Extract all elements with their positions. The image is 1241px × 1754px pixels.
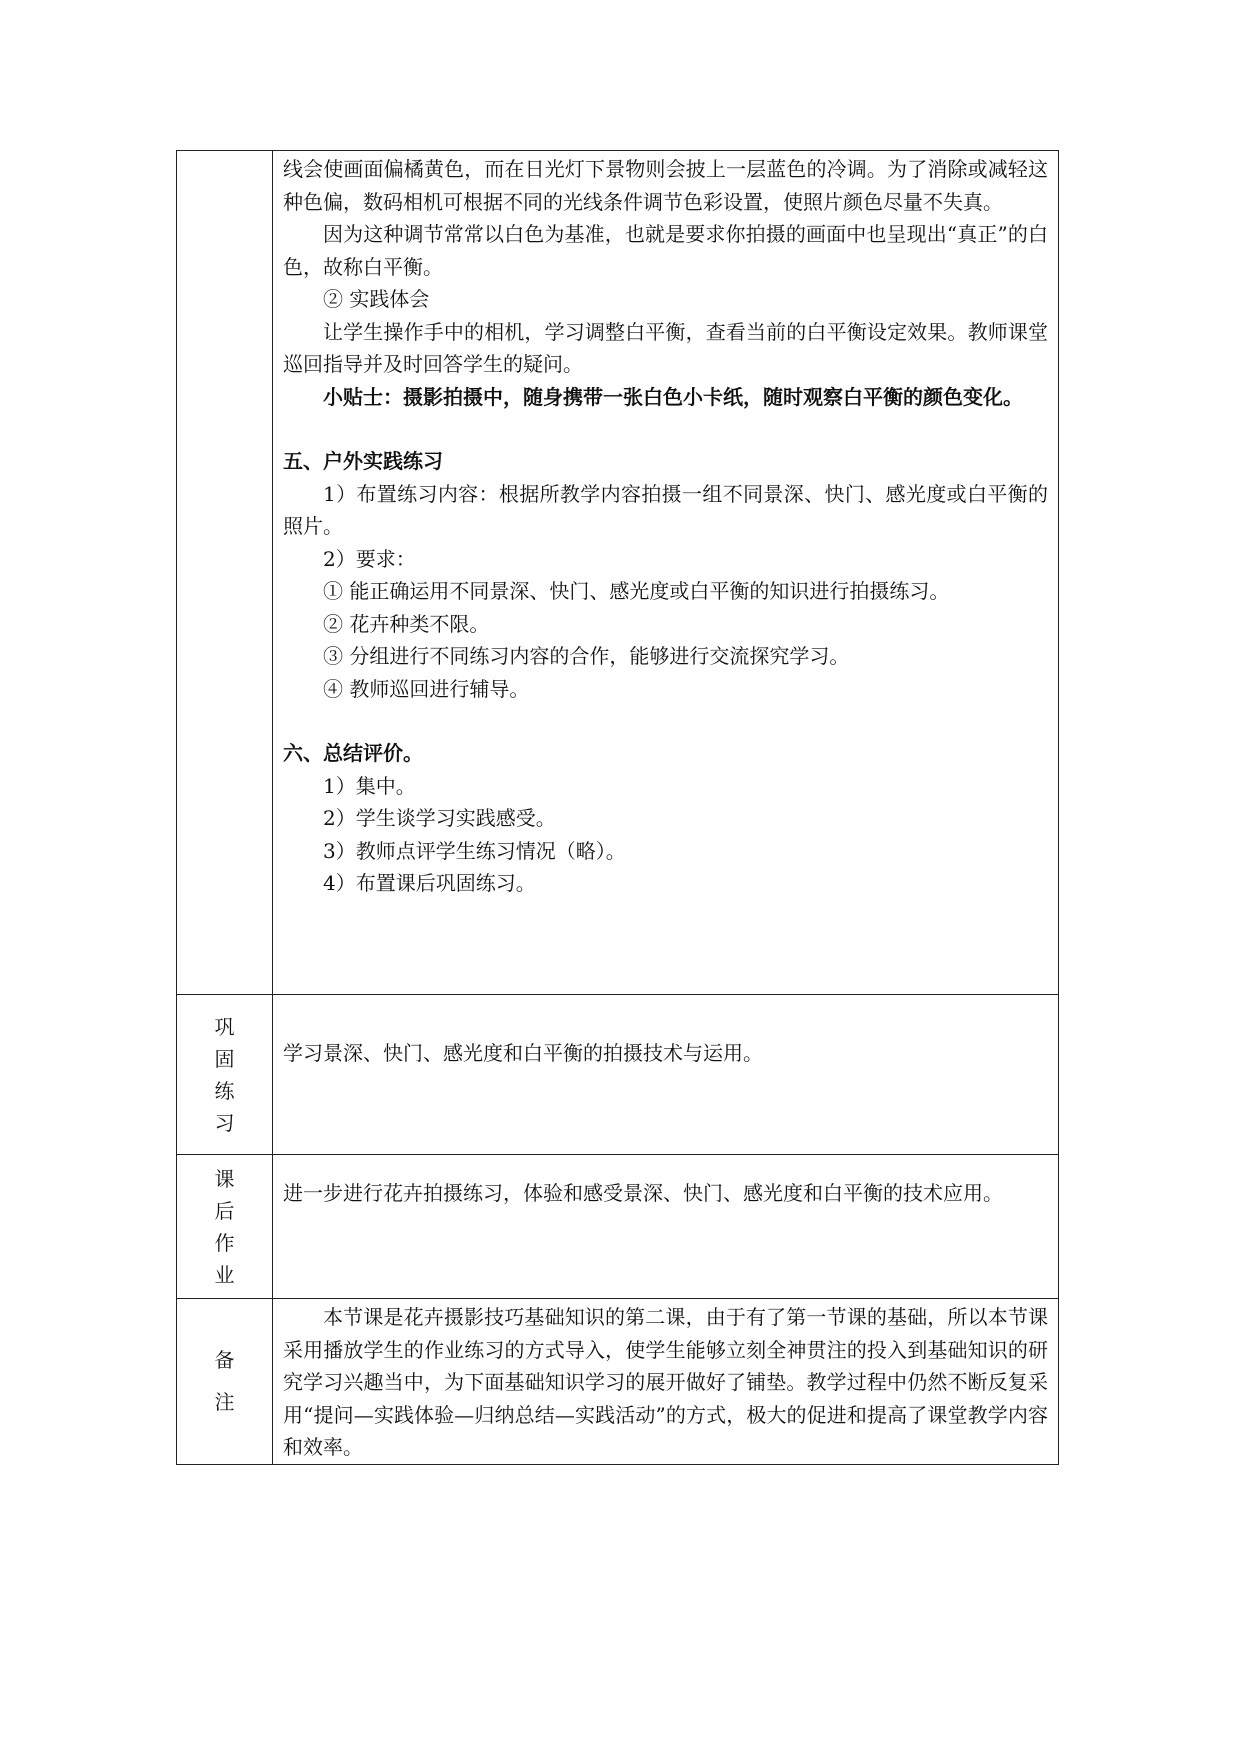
label-char: 后: [214, 1198, 235, 1223]
section6-item-2: 2）学生谈学习实践感受。: [323, 806, 556, 830]
section6-item-1: 1）集中。: [323, 773, 416, 798]
label-char: 课: [214, 1166, 235, 1191]
label-char: 固: [214, 1046, 235, 1071]
remarks-row: [177, 1299, 1059, 1465]
spacer: [283, 705, 1048, 737]
label-char: 备: [214, 1348, 235, 1373]
consolidation-label-cell: [177, 995, 273, 1155]
section5-item-1: 1）布置练习内容：根据所教学内容拍摄一组不同景深、快门、感光度或白平衡的照片。: [283, 481, 1048, 538]
label-char: 巩: [214, 1014, 235, 1039]
remarks-label-cell: [177, 1299, 273, 1465]
label-char: 业: [214, 1262, 235, 1287]
section5-requirement-4: ④ 教师巡回进行辅导。: [323, 676, 530, 701]
remarks-label: [215, 1339, 235, 1423]
section6-title: 六、总结评价。: [283, 741, 423, 765]
spacer: [283, 413, 1048, 445]
teaching-process-row: [177, 151, 1059, 995]
remarks-content-cell: [273, 1299, 1059, 1465]
consolidation-label: [215, 1011, 235, 1139]
teaching-process-content-cell: [273, 151, 1059, 995]
intro-paragraph-2: 因为这种调节常常以白色为基准，也就是要求你拍摄的画面中也呈现出“真正”的白色，故称白平衡。: [283, 222, 1048, 279]
lesson-plan-table: [176, 150, 1059, 1465]
label-char: 习: [214, 1110, 235, 1135]
section5-item-2: 2）要求：: [323, 546, 416, 571]
section5-requirement-1: ① 能正确运用不同景深、快门、感光度或白平衡的知识进行拍摄练习。: [323, 579, 950, 603]
consolidation-content: 学习景深、快门、感光度和白平衡的拍摄技术与运用。: [283, 1041, 763, 1065]
label-char: 注: [214, 1390, 235, 1415]
remarks-content: 本节课是花卉摄影技巧基础知识的第二课，由于有了第一节课的基础，所以本节课采用播放学生的作业练习的方式导入，使学生能够立刻全神贯注的投入到基础知识的研究学习兴趣当中，为下面基础知识学习的展开做好了铺垫。教学过程中仍然不断反复采用“提问—实践体验—归纳总结—实践活动”的方式，极大的促进和提高了课堂教学内容和效率。: [283, 1305, 1048, 1459]
label-char: 练: [214, 1078, 235, 1103]
section6-item-3: 3）教师点评学生练习情况（略）。: [323, 838, 626, 863]
section6-item-4: 4）布置课后巩固练习。: [323, 871, 536, 895]
practice-description: 让学生操作手中的相机，学习调整白平衡，查看当前的白平衡设定效果。教师课堂巡回指导并及时回答学生的疑问。: [283, 319, 1048, 376]
homework-content-cell: [273, 1155, 1059, 1299]
practice-item-heading: ② 实践体会: [323, 287, 430, 311]
label-char: 作: [214, 1230, 235, 1255]
section5-requirement-3: ③ 分组进行不同练习内容的合作，能够进行交流探究学习。: [323, 644, 850, 668]
teaching-process-label-cell: [177, 151, 273, 995]
section5-title: 五、户外实践练习: [283, 449, 443, 473]
homework-content: 进一步进行花卉拍摄练习，体验和感受景深、快门、感光度和白平衡的技术应用。: [283, 1181, 1003, 1205]
tip-paragraph: 小贴士：摄影拍摄中，随身携带一张白色小卡纸，随时观察白平衡的颜色变化。: [323, 384, 1023, 409]
homework-label: [215, 1163, 235, 1291]
homework-label-cell: [177, 1155, 273, 1299]
consolidation-row: [177, 995, 1059, 1155]
consolidation-content-cell: [273, 995, 1059, 1155]
homework-row: [177, 1155, 1059, 1299]
intro-paragraph-1: 线会使画面偏橘黄色，而在日光灯下景物则会披上一层蓝色的冷调。为了消除或减轻这种色偏，数码相机可根据不同的光线条件调节色彩设置，使照片颜色尽量不失真。: [283, 157, 1048, 214]
section5-requirement-2: ② 花卉种类不限。: [323, 611, 490, 636]
